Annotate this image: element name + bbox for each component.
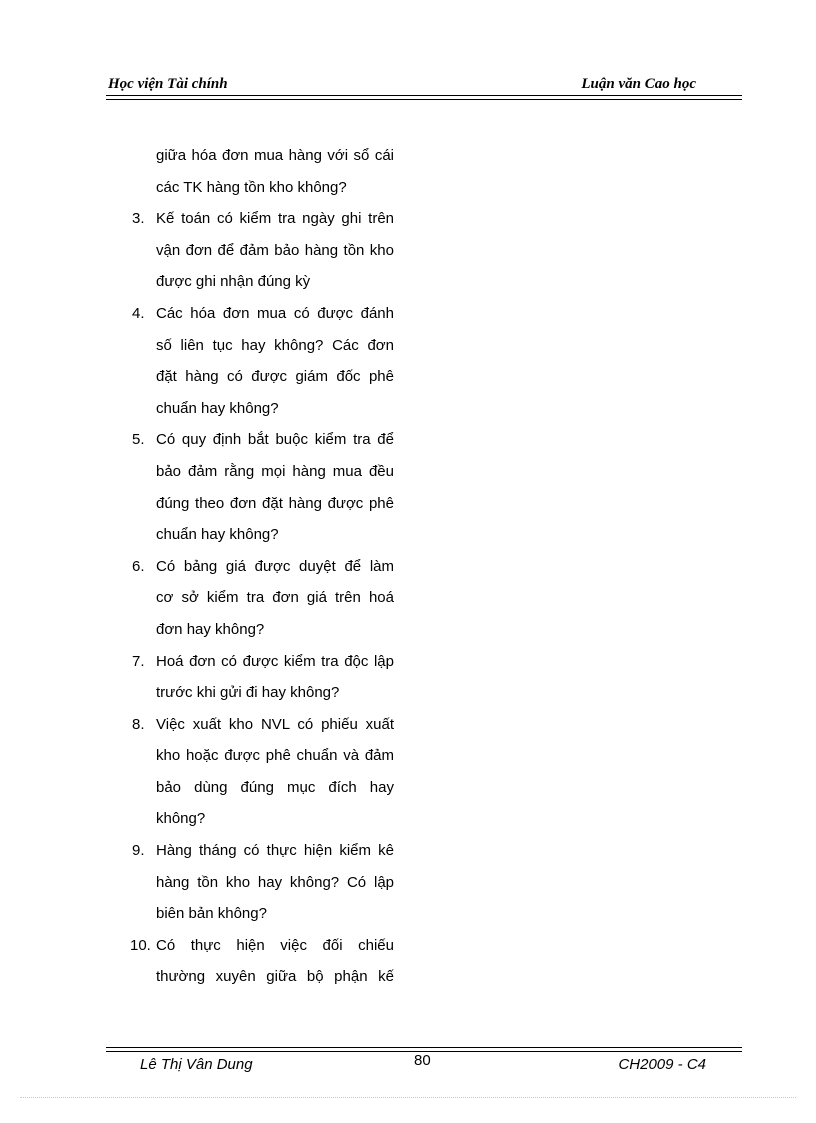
- item-number: 7.: [132, 652, 145, 670]
- list-item: [128, 835, 394, 930]
- text-line: chuẩn hay không?: [156, 399, 279, 417]
- text-line: thường xuyên giữa bộ phận kế: [156, 968, 394, 986]
- item-number: 3.: [132, 210, 145, 228]
- text-line: Các hóa đơn mua có được đánh: [156, 304, 394, 322]
- text-line: hàng tồn kho hay không? Có lập: [156, 873, 394, 891]
- text-line: Việc xuất kho NVL có phiếu xuất: [156, 715, 394, 733]
- text-line: không?: [156, 810, 206, 828]
- text-line: các TK hàng tồn kho không?: [156, 178, 347, 196]
- item-number: 6.: [132, 557, 145, 575]
- item-number: 5.: [132, 431, 145, 449]
- continued-item: [128, 140, 394, 203]
- header-institution: Học viện Tài chính: [108, 76, 228, 92]
- text-line: đúng theo đơn đặt hàng được phê: [156, 494, 394, 512]
- text-line: Có thực hiện việc đối chiếu: [156, 936, 394, 954]
- text-line: Có quy định bắt buộc kiểm tra để: [156, 431, 394, 449]
- text-line: đơn hay không?: [156, 620, 265, 638]
- page-footer: [106, 1047, 742, 1077]
- text-line: Có bảng giá được duyệt để làm: [156, 557, 394, 575]
- text-line: bảo dùng đúng mục đích hay: [156, 778, 394, 796]
- list-item: [128, 203, 394, 298]
- list-item: [128, 551, 394, 646]
- list-item: [128, 930, 394, 993]
- text-line: bảo đảm rằng mọi hàng mua đều: [156, 462, 394, 480]
- text-line: kho hoặc được phê chuẩn và đảm: [156, 747, 394, 765]
- item-number: 8.: [132, 715, 145, 733]
- checklist-body: [128, 140, 394, 993]
- text-line: cơ sở kiểm tra đơn giá trên hoá: [156, 589, 394, 607]
- list-item: [128, 709, 394, 835]
- page-number: 80: [414, 1052, 431, 1069]
- text-line: được ghi nhận đúng kỳ: [156, 273, 311, 291]
- text-line: số liên tục hay không? Các đơn: [156, 336, 394, 354]
- list-item: [128, 298, 394, 424]
- item-number: 10.: [130, 936, 151, 954]
- text-line: đặt hàng có được giám đốc phê: [156, 368, 394, 386]
- text-line: Kế toán có kiểm tra ngày ghi trên: [156, 210, 394, 228]
- list-item: [128, 646, 394, 709]
- text-line: Hàng tháng có thực hiện kiểm kê: [156, 842, 394, 860]
- text-line: chuẩn hay không?: [156, 526, 279, 544]
- page-header: [106, 74, 742, 104]
- footer-author: Lê Thị Vân Dung: [140, 1056, 253, 1073]
- item-number: 9.: [132, 842, 145, 860]
- header-rule: [106, 95, 742, 100]
- footer-code: CH2009 - C4: [618, 1056, 706, 1073]
- item-number: 4.: [132, 304, 145, 322]
- text-line: giữa hóa đơn mua hàng với sổ cái: [156, 147, 394, 164]
- text-line: trước khi gửi đi hay không?: [156, 684, 340, 702]
- header-document-type: Luận văn Cao học: [581, 76, 696, 92]
- list-item: [128, 424, 394, 550]
- text-line: vận đơn để đảm bảo hàng tồn kho: [156, 241, 394, 259]
- text-line: biên bản không?: [156, 905, 267, 923]
- text-line: Hoá đơn có được kiểm tra độc lập: [156, 652, 394, 670]
- page-boundary: [20, 1097, 796, 1098]
